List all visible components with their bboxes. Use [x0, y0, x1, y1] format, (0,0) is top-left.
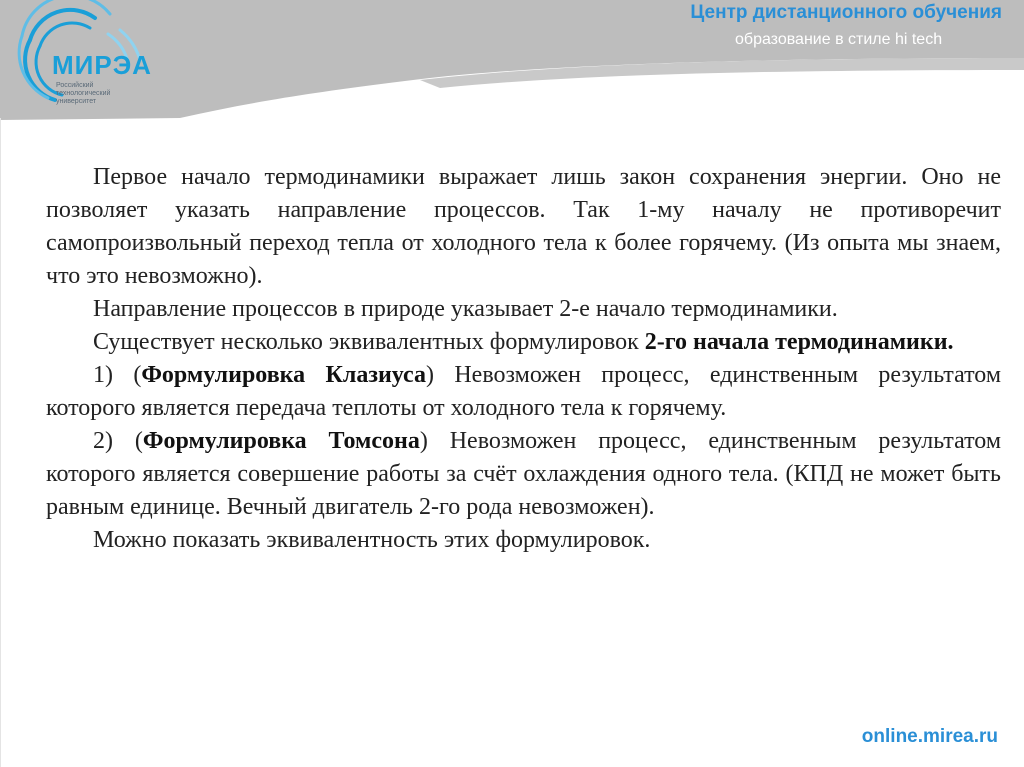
paragraph-equivalence: Можно показать эквивалентность этих формулировок.	[93, 527, 651, 553]
clausius-number: 1) (	[93, 362, 142, 388]
formulation-clausius	[46, 359, 1001, 425]
footer-url[interactable]: online.mirea.ru	[861, 726, 998, 747]
clausius-title: Формулировка Клазиуса	[141, 362, 427, 388]
paragraph-formulations	[46, 326, 1001, 359]
thomson-number: 2) (	[93, 428, 143, 454]
second-law-bold: 2-го начала термодинамики.	[644, 329, 954, 355]
clausius-text: ) Невозможен процесс, единственным результатом которого является передача теплоты от холодного тела к горячему.	[46, 362, 1002, 421]
center-title: Центр дистанционного обучения	[690, 2, 1002, 23]
paragraph-process-direction: Направление процессов в природе указывает 2-е начало термодинамики.	[93, 296, 838, 322]
thomson-title: Формулировка Томсона	[142, 428, 420, 454]
logo-subtitle: Российский технологический университет	[56, 82, 111, 105]
formulations-text: Существует несколько эквивалентных формулировок	[93, 329, 645, 355]
paragraph-first-law: Первое начало термодинамики выражает лишь закон сохранения энергии. Оно не позволяет указать направление процессов. Так 1-му началу не противоречит самопроизвольный переход тепла от холодного тела к более горячему. (Из опыта мы знаем, что это невозможно).	[46, 164, 1001, 289]
slide-body-text	[46, 161, 1001, 557]
mirea-logo	[0, 0, 180, 120]
header-band	[0, 0, 1024, 120]
slide-left-border	[0, 118, 1, 767]
logo-text: МИРЭА	[52, 50, 152, 80]
formulation-thomson	[46, 425, 1001, 524]
center-subtitle: образование в стиле hi tech	[735, 31, 943, 48]
thomson-text: ) Невозможен процесс, единственным результатом которого является совершение работы за счёт охлаждения одного тела. (КПД не может быть равным единице. Вечный двигатель 2-го рода невозможен).	[46, 428, 1001, 520]
